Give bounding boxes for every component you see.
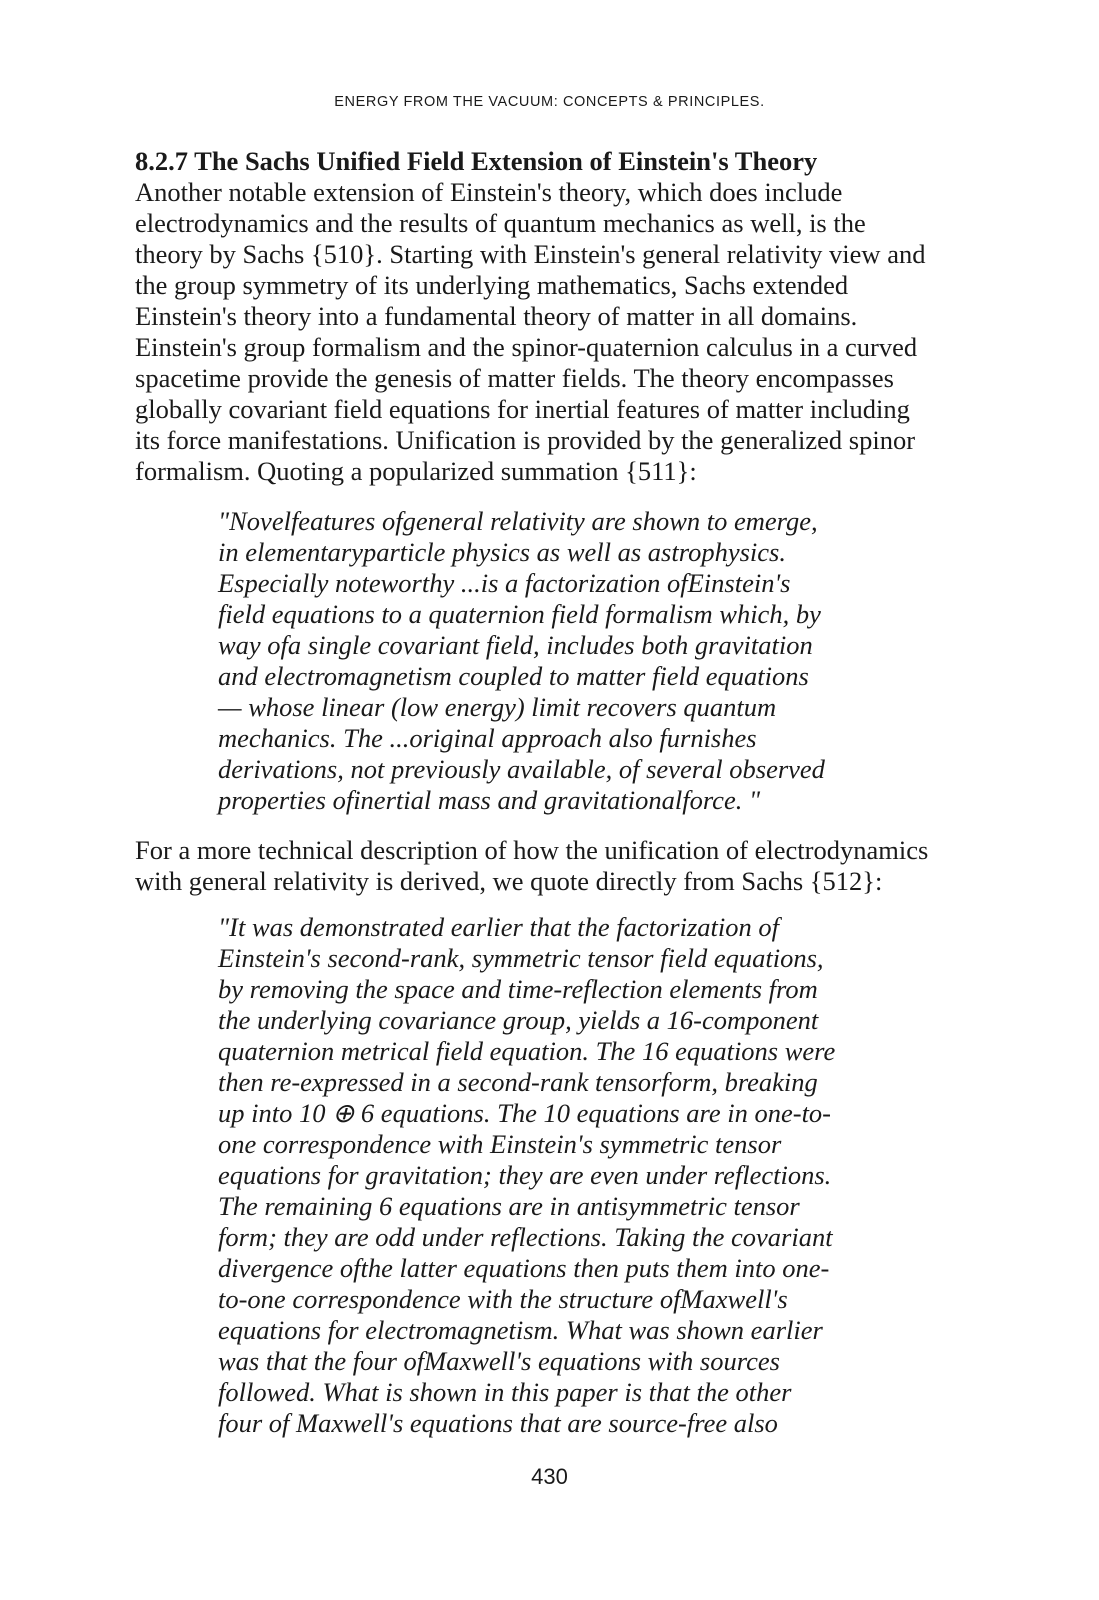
quote-line: "It was demonstrated earlier that the factorization of: [218, 912, 779, 942]
section-heading: 8.2.7 The Sachs Unified Field Extension of Einstein's Theory: [135, 146, 818, 176]
quote-line: mechanics. The ...original approach also furnishes: [218, 723, 757, 753]
quote-line: derivations, not previously available, of several observed: [218, 754, 825, 784]
paragraph-line: Einstein's theory into a fundamental theory of matter in all domains.: [135, 301, 858, 331]
quote-line: — whose linear (low energy) limit recovers quantum: [218, 692, 777, 722]
paragraph-line: For a more technical description of how the unification of electrodynamics: [135, 835, 929, 865]
quote-line: equations for electromagnetism. What was shown earlier: [218, 1315, 823, 1345]
quote-line: four of Maxwell's equations that are source-free also: [218, 1408, 778, 1438]
quote-line: followed. What is shown in this paper is that the other: [218, 1377, 792, 1407]
quote-line: one correspondence with Einstein's symmetric tensor: [218, 1129, 782, 1159]
paragraph-line: theory by Sachs {510}. Starting with Einstein's general relativity view and: [135, 239, 926, 269]
section-body: [135, 146, 975, 487]
quote-line: and electromagnetism coupled to matter field equations: [218, 661, 809, 691]
quote-line: was that the four ofMaxwell's equations with sources: [218, 1346, 780, 1376]
paragraph-line: its force manifestations. Unification is provided by the generalized spinor: [135, 425, 916, 455]
quote-line: up into 10 ⊕ 6 equations. The 10 equations are in one-to-: [218, 1098, 832, 1128]
page-number: 430: [531, 1464, 568, 1489]
quote-line: to-one correspondence with the structure ofMaxwell's: [218, 1284, 788, 1314]
quote-line: quaternion metrical field equation. The 16 equations were: [218, 1036, 836, 1066]
paragraph-line: spacetime provide the genesis of matter fields. The theory encompasses: [135, 363, 894, 393]
quote-line: properties ofinertial mass and gravitationalforce. ": [218, 785, 761, 815]
quote-line: Einstein's second-rank, symmetric tensor field equations,: [218, 943, 824, 973]
quote-line: Especially noteworthy ...is a factorization ofEinstein's: [218, 568, 791, 598]
block-quote-popularized-summation: [218, 506, 898, 816]
quote-line: in elementaryparticle physics as well as astrophysics.: [218, 537, 786, 567]
quote-line: the underlying covariance group, yields a 16-component: [218, 1005, 819, 1035]
paragraph-line: formalism. Quoting a popularized summation {511}:: [135, 456, 697, 486]
paragraph-line: electrodynamics and the results of quantum mechanics as well, is the: [135, 208, 866, 238]
paragraph-line: Another notable extension of Einstein's theory, which does include: [135, 177, 843, 207]
block-quote-sachs-technical: [218, 912, 898, 1439]
quote-line: equations for gravitation; they are even under reflections.: [218, 1160, 832, 1190]
quote-line: by removing the space and time-reflection elements from: [218, 974, 818, 1004]
paragraph-line: with general relativity is derived, we quote directly from Sachs {512}:: [135, 866, 883, 896]
quote-line: The remaining 6 equations are in antisymmetric tensor: [218, 1191, 800, 1221]
paragraph-technical-description: [135, 835, 975, 897]
paragraph-line: globally covariant field equations for inertial features of matter including: [135, 394, 910, 424]
paragraph-line: the group symmetry of its underlying mathematics, Sachs extended: [135, 270, 849, 300]
running-head: ENERGY FROM THE VACUUM: CONCEPTS & PRINCIPLES.: [334, 94, 765, 110]
quote-line: then re-expressed in a second-rank tensorform, breaking: [218, 1067, 818, 1097]
quote-line: "Novelfeatures ofgeneral relativity are shown to emerge,: [218, 506, 818, 536]
paragraph-line: Einstein's group formalism and the spinor-quaternion calculus in a curved: [135, 332, 918, 362]
quote-line: form; they are odd under reflections. Taking the covariant: [218, 1222, 833, 1252]
quote-line: way ofa single covariant field, includes both gravitation: [218, 630, 813, 660]
quote-line: field equations to a quaternion field formalism which, by: [218, 599, 821, 629]
quote-line: divergence ofthe latter equations then puts them into one-: [218, 1253, 830, 1283]
